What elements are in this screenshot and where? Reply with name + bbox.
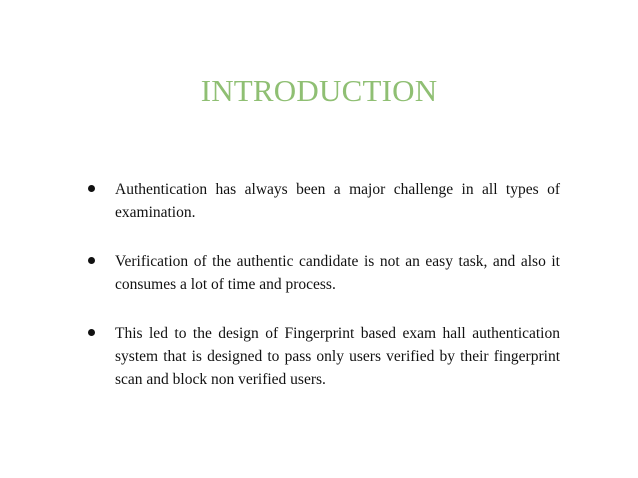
bullet-text: This led to the design of Fingerprint based exam hall authentication system that is designed to pass only users verified by their fingerprint scan and block non verified users. <box>115 325 560 388</box>
bullet-item <box>88 178 560 224</box>
bullet-dot-icon <box>88 185 95 192</box>
bullet-text: Verification of the authentic candidate is not an easy task, and also it consumes a lot of time and process. <box>115 253 560 293</box>
bullet-list <box>88 178 560 391</box>
bullet-item <box>88 250 560 296</box>
bullet-dot-icon <box>88 329 95 336</box>
bullet-item <box>88 322 560 391</box>
bullet-dot-icon <box>88 257 95 264</box>
bullet-text: Authentication has always been a major challenge in all types of examination. <box>115 181 560 221</box>
slide-title: INTRODUCTION <box>200 73 438 108</box>
